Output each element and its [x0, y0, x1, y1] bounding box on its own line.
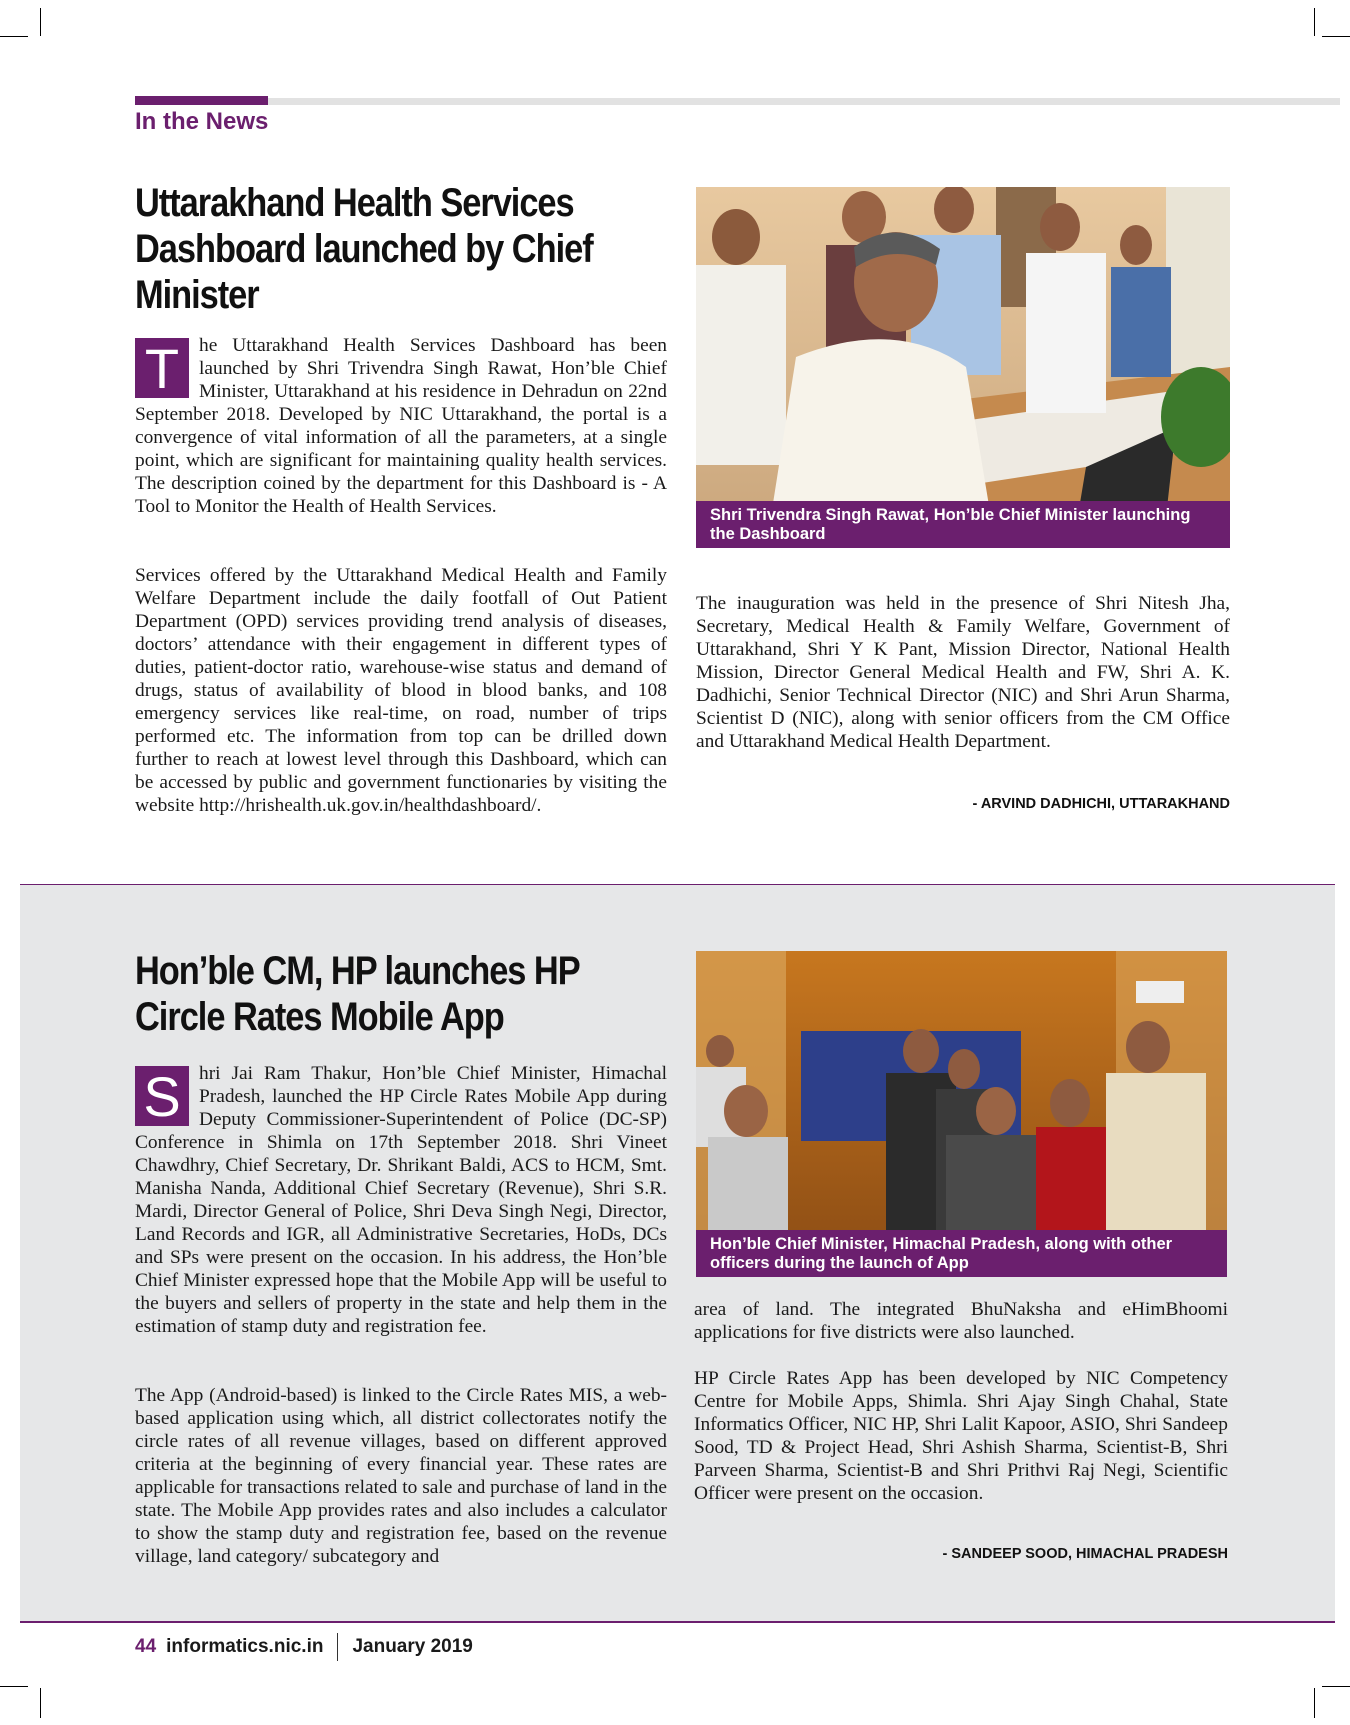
- crop-mark: [40, 1688, 41, 1718]
- article1-byline: - ARVIND DADHICHI, UTTARAKHAND: [972, 796, 1230, 812]
- article2-photo: [696, 951, 1227, 1277]
- article1-paragraph-3: The inauguration was held in the presence of Shri Nitesh Jha, Secretary, Medical Health & Family Welfare, Government of Uttarakhand, Shri Y K Pant, Mission Director, National Health Mission, Director General Medical Health and FW, Shri A. K. Dadhichi, Senior Technical Director (NIC) and Shri Arun Sharma, Scientist D (NIC), along with senior officers from the CM Office and Uttarakhand Medical Health Department.: [696, 593, 1230, 752]
- article1-photo: [696, 187, 1230, 548]
- article1-intro-paragraph: [135, 334, 667, 518]
- article2-paragraph-3: area of land. The integrated BhuNaksha and eHimBhoomi applications for five districts were also launched.: [694, 1299, 1228, 1343]
- page-footer: [135, 1632, 473, 1662]
- section-label: In the News: [135, 108, 269, 135]
- section-header-accent: [135, 96, 268, 105]
- crop-mark: [1322, 36, 1350, 37]
- article2-paragraph-4: HP Circle Rates App has been developed by NIC Competency Centre for Mobile Apps, Shimla. Shri Ajay Singh Chahal, State Informatics Officer, NIC HP, Shri Lalit Kapoor, ASIO, Shri Sandeep Sood, TD & Project Head, Shri Ashish Sharma, Scientist-B, Shri Parveen Sharma, Scientist-B and Shri Prithvi Raj Negi, Scientific Officer were present on the occasion.: [694, 1368, 1228, 1504]
- page-number: 44: [135, 1636, 157, 1657]
- footer-site: informatics.nic.in: [166, 1636, 324, 1657]
- article2-intro-paragraph: [135, 1062, 667, 1338]
- drop-cap: S: [135, 1066, 189, 1126]
- footer-date: January 2019: [352, 1636, 473, 1657]
- article1-intro-text: he Uttarakhand Health Services Dashboard has been launched by Shri Trivendra Singh Rawat, Hon’ble Chief Minister, Uttarakhand at his residence in Dehradun on 22nd September 2018. Developed by NIC Uttarakhand, the portal is a convergence of vital information of all the parameters, at a single point, which are significant for maintaining quality health services. The description coined by the department for this Dashboard is - A Tool to Monitor the Health of Health Services.: [135, 335, 667, 517]
- crop-mark: [40, 8, 41, 36]
- crop-mark: [0, 1686, 28, 1687]
- article1-headline: Uttarakhand Health Services Dashboard launched by Chief Minister: [135, 181, 593, 317]
- article2-paragraph-2: The App (Android-based) is linked to the Circle Rates MIS, a web-based application using which, all district collectorates notify the circle rates of all revenue villages, based on different approved criteria at the beginning of every financial year. These rates are applicable for transactions related to sale and purchase of land in the state. The Mobile App provides rates and also includes a calculator to show the stamp duty and registration fee, based on the revenue village, land category/ subcategory and: [135, 1385, 667, 1567]
- footer-divider: [337, 1633, 338, 1661]
- crop-mark: [0, 36, 28, 37]
- crop-mark: [1314, 1688, 1315, 1718]
- article2-intro-text: hri Jai Ram Thakur, Hon’ble Chief Minister, Himachal Pradesh, launched the HP Circle Rates Mobile App during Deputy Commissioner-Superintendent of Police (DC-SP) Conference in Shimla on 17th September 2018. Shri Vineet Chawdhry, Chief Secretary, Dr. Shrikant Baldi, ACS to HCM, Smt. Manisha Nanda, Additional Chief Secretary (Revenue), Shri S.R. Mardi, Director General of Police, Shri Deva Singh Negi, Director, Land Records and IGR, all Administrative Secretaries, HoDs, DCs and SPs were present on the occasion. In his address, the Hon’ble Chief Minister expressed hope that the Mobile App will be useful to the buyers and sellers of property in the state and help them in the estimation of stamp duty and registration fee.: [135, 1063, 667, 1337]
- panel-bottom-rule: [20, 1621, 1335, 1623]
- article2-byline: - SANDEEP SOOD, HIMACHAL PRADESH: [942, 1546, 1228, 1562]
- drop-cap: T: [135, 338, 189, 398]
- article2-headline: Hon’ble CM, HP launches HP Circle Rates Mobile App: [135, 949, 580, 1039]
- section-header-bar: [268, 98, 1340, 105]
- section-header-rule: [135, 96, 1340, 106]
- crop-mark: [1322, 1686, 1350, 1687]
- article1-photo-caption: Shri Trivendra Singh Rawat, Hon’ble Chief Minister launching the Dashboard: [696, 501, 1230, 548]
- article1-paragraph-2: Services offered by the Uttarakhand Medical Health and Family Welfare Department include the daily footfall of Out Patient Department (OPD) services providing trend analysis of diseases, doctors’ attendance with their engagement in different types of duties, patient-doctor ratio, warehouse-wise status and demand of drugs, status of availability of blood in blood banks, and 108 emergency services like real-time, on road, number of trips performed etc. The information from top can be drilled down further to reach at lowest level through this Dashboard, which can be accessed by public and government functionaries by visiting the website http://hrishealth.uk.gov.in/healthdashboard/.: [135, 565, 667, 816]
- article2-photo-caption: Hon’ble Chief Minister, Himachal Pradesh, along with other officers during the launch of App: [696, 1230, 1227, 1277]
- photo-cm-launching-dashboard: [696, 187, 1230, 548]
- crop-mark: [1314, 8, 1315, 36]
- photo-cm-hp-app-launch: [696, 951, 1227, 1277]
